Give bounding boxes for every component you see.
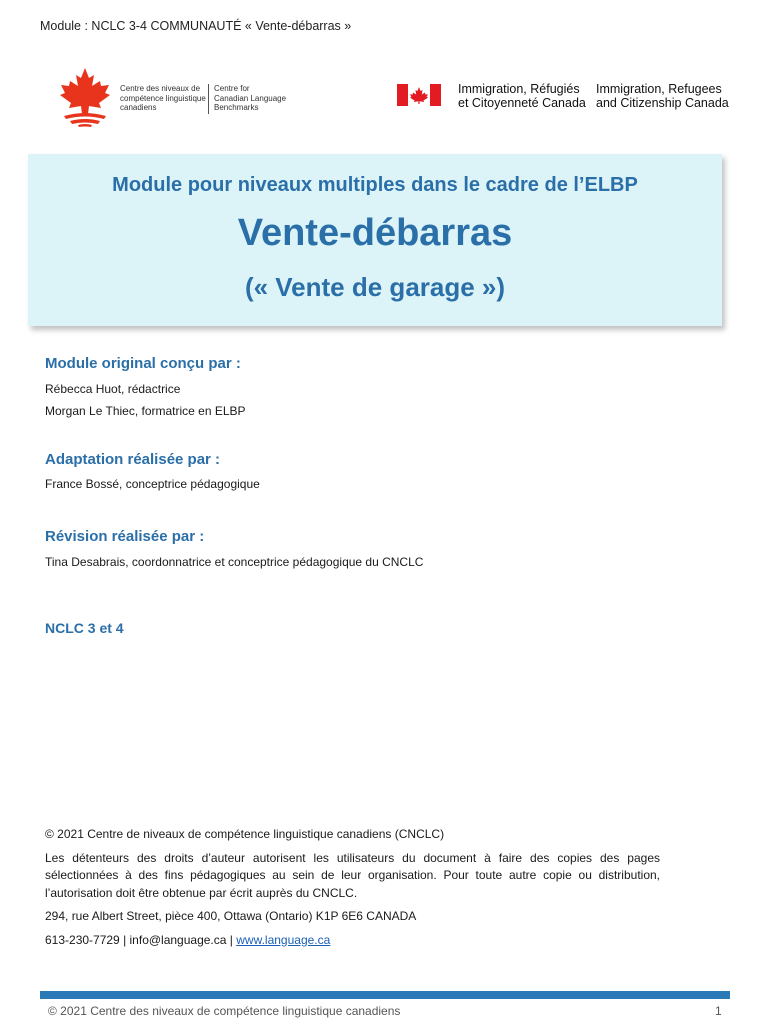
footer-bar: [40, 991, 730, 999]
credit-line: Morgan Le Thiec, formatrice en ELBP: [45, 404, 246, 418]
page-number: 1: [715, 1004, 722, 1018]
clb-logo: [54, 66, 294, 128]
canada-flag-icon: [397, 84, 441, 106]
clb-name-fr: Centre des niveaux de compétence linguistique canadiens: [120, 84, 206, 112]
copyright-block: [45, 826, 660, 955]
credit-line: Rébecca Huot, rédactrice: [45, 382, 181, 396]
maple-leaf-icon: [54, 66, 116, 128]
footer-copyright: © 2021 Centre des niveaux de compétence linguistique canadiens: [48, 1004, 401, 1018]
ircc-name-en: Immigration, Refugees and Citizenship Canada: [596, 82, 729, 110]
copyright-line: © 2021 Centre de niveaux de compétence linguistique canadiens (CNCLC): [45, 827, 445, 841]
contact-line: [45, 932, 660, 950]
revision-heading: Révision réalisée par :: [45, 528, 205, 545]
module-alt-title: (« Vente de garage »): [244, 272, 506, 302]
original-heading: Module original conçu par :: [45, 355, 241, 372]
module-title: Vente-débarras: [237, 212, 513, 254]
contact-info: 613-230-7729 | info@language.ca |: [45, 932, 237, 947]
logo-divider: [208, 84, 209, 114]
levels-label: NCLC 3 et 4: [45, 620, 124, 636]
ircc-name-fr: Immigration, Réfugiés et Citoyenneté Canada: [458, 82, 586, 110]
address-line: 294, rue Albert Street, pièce 400, Ottawa (Ontario) K1P 6E6 CANADA: [45, 909, 417, 923]
permission-paragraph: Les détenteurs des droits d’auteur autorisent les utilisateurs du document à faire des copies des pages sélectionnées à des fins pédagogiques au sein de leur organisation. Pour toute autre copie ou distribution, l’autorisation doit être obtenue par écrit auprès du CNCLC.: [45, 850, 660, 900]
credit-line: Tina Desabrais, coordonnatrice et conceptrice pédagogique du CNCLC: [45, 555, 424, 569]
clb-name-en: Centre for Canadian Language Benchmarks: [214, 84, 287, 112]
adaptation-heading: Adaptation réalisée par :: [45, 451, 221, 468]
credit-line: France Bossé, conceptrice pédagogique: [45, 477, 260, 491]
running-header: Module : NCLC 3-4 COMMUNAUTÉ « Vente-débarras »: [40, 19, 352, 33]
website-link[interactable]: www.language.ca: [236, 932, 331, 947]
title-box: [28, 154, 722, 326]
module-subtitle: Module pour niveaux multiples dans le cadre de l’ELBP: [112, 174, 638, 196]
